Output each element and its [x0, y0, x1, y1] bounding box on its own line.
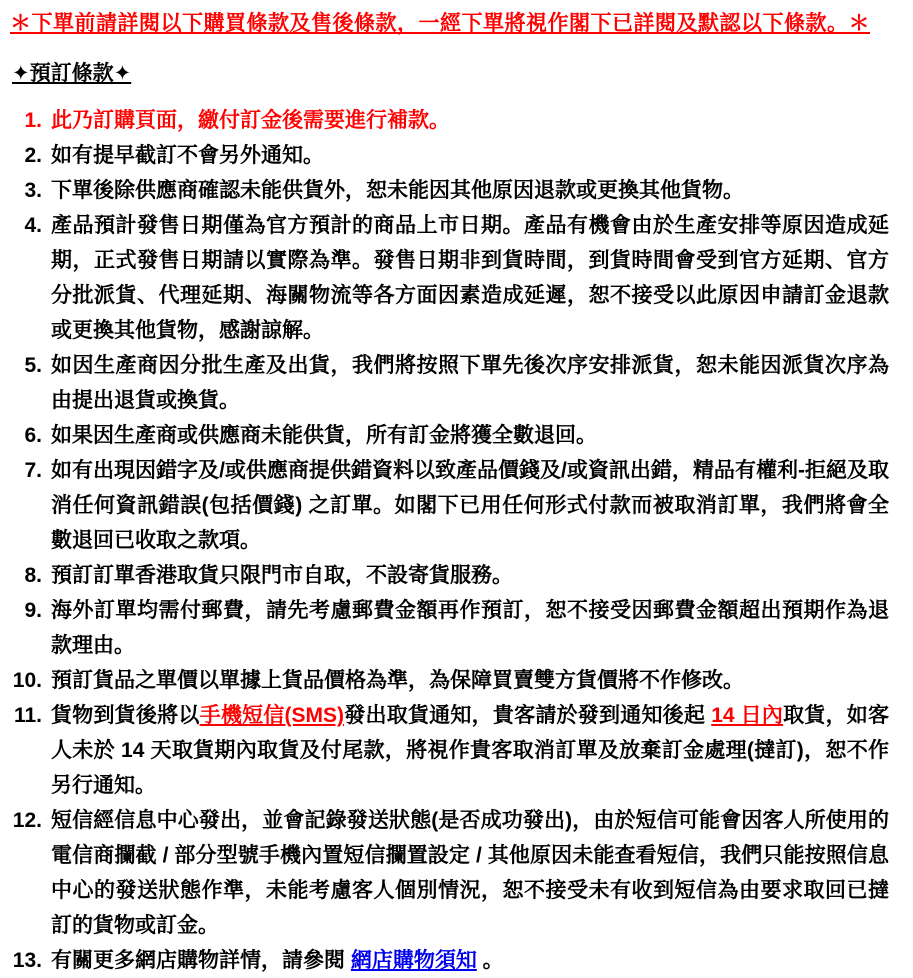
term-item [10, 348, 889, 418]
term-text-segment: 有關更多網店購物詳情，請參閱 [51, 949, 351, 972]
term-text-segment: 。 [476, 949, 504, 972]
term-text [51, 803, 889, 943]
term-text [51, 698, 889, 803]
purchase-notice-banner: ＊下單前請詳閱以下購買條款及售後條款，一經下單將視作閣下已詳閱及默認以下條款。＊ [10, 12, 870, 35]
term-text [51, 663, 889, 698]
term-text-segment: 發出取貨通知，貴客請於發到通知後起 [344, 704, 712, 727]
term-text-segment: 取貨，如客人未於 14 天取貨期內取貨及付尾款，將視作貴客取消訂單及放棄訂金處理(撻訂)，恕不作另行通知。 [51, 704, 890, 797]
term-item [10, 103, 889, 138]
term-text-segment: 如有提早截訂不會另外通知。 [51, 144, 324, 167]
term-number: 4. [24, 214, 42, 237]
highlighted-term-text: 14 日內 [711, 704, 784, 727]
term-text [51, 103, 889, 138]
term-text-segment: 預訂貨品之單價以單據上貨品價格為準，為保障買賣雙方貨價將不作修改。 [51, 669, 744, 692]
term-text-segment: 如果因生產商或供應商未能供貨，所有訂金將獲全數退回。 [51, 424, 597, 447]
term-text [51, 453, 889, 558]
term-text-segment: 此乃訂購頁面，繳付訂金後需要進行補款。 [51, 109, 450, 132]
highlighted-term-text: 手機短信(SMS) [199, 704, 345, 727]
term-item [10, 138, 889, 173]
term-number: 12. [12, 809, 42, 832]
term-text-segment: 如有出現因錯字及/或供應商提供錯資料以致產品價錢及/或資訊出錯，精品有權利-拒絕及取消任何資訊錯誤(包括價錢) 之訂單。如閣下已用任何形式付款而被取消訂單，我們將會全數退回已收取之款項。 [51, 459, 889, 552]
term-item [10, 663, 889, 698]
term-item [10, 418, 889, 453]
term-number: 7. [24, 459, 42, 482]
preorder-terms-heading: ✦預訂條款✦ [12, 62, 132, 85]
term-text [51, 348, 889, 418]
term-number: 3. [24, 179, 42, 202]
term-text-segment: 預訂訂單香港取貨只限門市自取，不設寄貨服務。 [51, 564, 513, 587]
terms-list [10, 103, 889, 978]
term-text [51, 173, 889, 208]
term-item [10, 943, 889, 978]
term-number: 1. [24, 109, 42, 132]
term-number: 13. [12, 949, 42, 972]
term-item [10, 558, 889, 593]
term-text [51, 558, 889, 593]
term-item [10, 173, 889, 208]
term-item [10, 453, 889, 558]
term-number: 6. [24, 424, 42, 447]
term-text [51, 593, 889, 663]
term-item [10, 698, 889, 803]
term-number: 8. [24, 564, 42, 587]
term-number: 11. [13, 704, 42, 727]
term-number: 2. [24, 144, 42, 167]
term-text [51, 138, 889, 173]
shop-guide-link[interactable]: 網店購物須知 [350, 949, 477, 972]
term-text [51, 943, 889, 978]
term-text-segment: 下單後除供應商確認未能供貨外，恕未能因其他原因退款或更換其他貨物。 [51, 179, 744, 202]
term-text [51, 208, 889, 348]
term-item [10, 208, 889, 348]
term-number: 5. [24, 354, 42, 377]
term-text-segment: 貨物到貨後將以 [51, 704, 200, 727]
term-item [10, 803, 889, 943]
term-number: 9. [24, 599, 42, 622]
term-text-segment: 短信經信息中心發出，並會記錄發送狀態(是否成功發出)，由於短信可能會因客人所使用的電信商攔截 / 部分型號手機內置短信攔置設定 / 其他原因未能查看短信，我們只能按照信息中心的發送狀態作準，未能考慮客人個別情況，恕不接受未有收到短信為由要求取回已撻訂的貨物或訂金。 [51, 809, 889, 937]
term-text-segment: 如因生產商因分批生產及出貨，我們將按照下單先後次序安排派貨，恕未能因派貨次序為由提出退貨或換貨。 [51, 354, 889, 412]
term-text-segment: 產品預計發售日期僅為官方預計的商品上市日期。產品有機會由於生產安排等原因造成延期，正式發售日期請以實際為準。發售日期非到貨時間，到貨時間會受到官方延期、官方分批派貨、代理延期、海關物流等各方面因素造成延遲，恕不接受以此原因申請訂金退款或更換其他貨物，感謝諒解。 [51, 214, 889, 342]
term-text-segment: 海外訂單均需付郵費，請先考慮郵費金額再作預訂，恕不接受因郵費金額超出預期作為退款理由。 [51, 599, 889, 657]
term-text [51, 418, 889, 453]
term-item [10, 593, 889, 663]
term-number: 10. [12, 669, 42, 692]
